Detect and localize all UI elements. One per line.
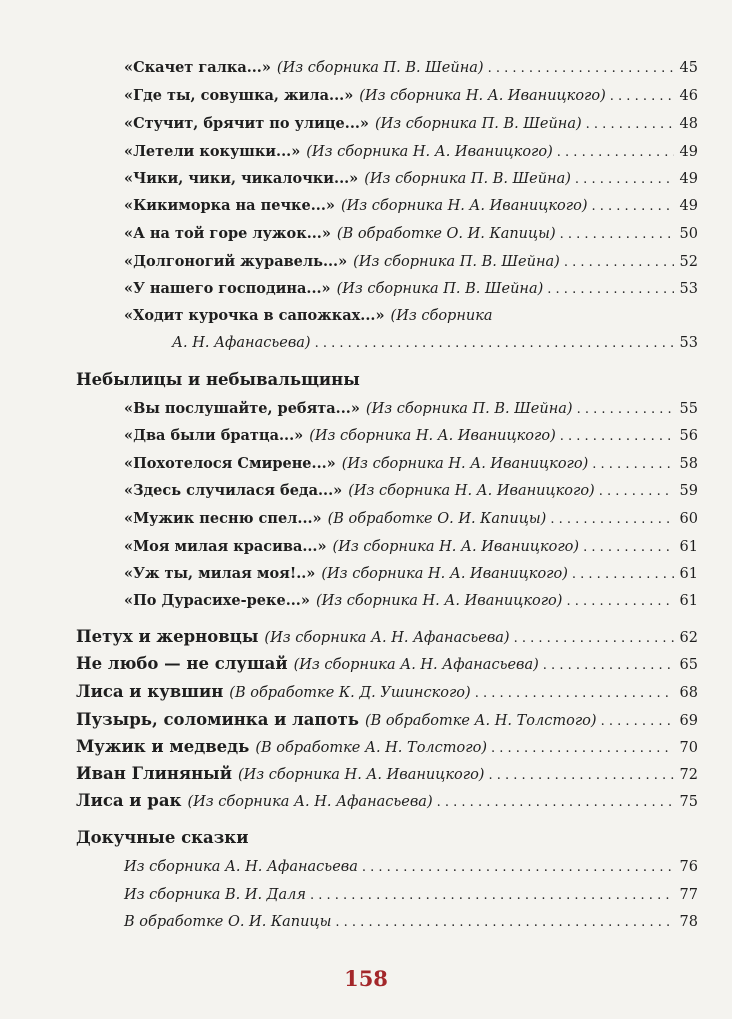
entry-page: 53 bbox=[679, 335, 698, 351]
toc-entry bbox=[124, 400, 698, 419]
entry-page: 52 bbox=[679, 254, 698, 270]
entry-source: В обработке О. И. Капицы bbox=[124, 914, 332, 930]
dot-leader bbox=[572, 566, 674, 584]
page-number: 158 bbox=[344, 966, 388, 991]
entry-source: (Из сборника А. Н. Афанасьева) bbox=[187, 794, 433, 810]
dot-leader bbox=[550, 511, 674, 529]
entry-title: «Уж ты, милая моя!..» bbox=[124, 565, 316, 582]
entry-title: Лиса и кувшин bbox=[76, 682, 224, 701]
entry-source: (В обработке А. Н. Толстого) bbox=[255, 740, 487, 756]
entry-source: (Из сборника А. Н. Афанасьева) bbox=[264, 630, 510, 646]
entry-page: 48 bbox=[679, 116, 698, 132]
entry-title: Пузырь, соломинка и лапоть bbox=[76, 710, 359, 729]
dot-leader bbox=[610, 88, 674, 106]
toc-entry-top bbox=[76, 683, 698, 703]
entry-source: (Из сборника bbox=[390, 308, 493, 324]
entry-title: Иван Глиняный bbox=[76, 764, 232, 783]
entry-title: «Похотелося Смирене...» bbox=[124, 455, 336, 472]
entry-title: «Долгоногий журавель...» bbox=[124, 253, 348, 270]
entry-source: (В обработке А. Н. Толстого) bbox=[364, 713, 597, 729]
toc-entry bbox=[124, 538, 698, 557]
toc-entry-top bbox=[76, 711, 698, 731]
dot-leader bbox=[475, 685, 674, 703]
toc-entry bbox=[124, 59, 698, 78]
entry-source: Из сборника А. Н. Афанасьева bbox=[124, 859, 358, 875]
entry-page: 45 bbox=[679, 60, 698, 76]
entry-title: «А на той горе лужок...» bbox=[124, 225, 331, 242]
entry-source: (В обработке К. Д. Ушинского) bbox=[229, 685, 471, 701]
entry-source: (Из сборника П. В. Шейна) bbox=[364, 171, 571, 187]
entry-source: (Из сборника Н. А. Иваницкого) bbox=[306, 144, 553, 160]
entry-page: 61 bbox=[679, 566, 698, 582]
dot-leader bbox=[488, 767, 674, 785]
entry-page: 69 bbox=[679, 713, 698, 729]
dot-leader bbox=[599, 483, 674, 501]
toc-entry-top bbox=[76, 792, 698, 812]
entry-title: «Моя милая красива...» bbox=[124, 538, 327, 555]
toc-entry-continuation bbox=[172, 334, 698, 353]
dot-leader bbox=[315, 335, 674, 353]
entry-source: (Из сборника Н. А. Иваницкого) bbox=[341, 456, 589, 472]
entry-page: 46 bbox=[679, 88, 698, 104]
entry-title: «Чики, чики, чикалочки...» bbox=[124, 170, 359, 187]
toc-entry bbox=[124, 87, 698, 106]
entry-source: Из сборника В. И. Даля bbox=[124, 887, 306, 903]
entry-title: «По Дурасихе-реке...» bbox=[124, 592, 310, 609]
dot-leader bbox=[547, 281, 674, 299]
dot-leader bbox=[566, 593, 674, 611]
entry-source: (Из сборника П. В. Шейна) bbox=[276, 60, 484, 76]
entry-source: (В обработке О. И. Капицы) bbox=[327, 511, 547, 527]
toc-entry bbox=[124, 197, 698, 216]
entry-page: 68 bbox=[679, 685, 698, 701]
toc-entry bbox=[124, 427, 698, 446]
entry-title: «Летели кокушки...» bbox=[124, 143, 301, 160]
dot-leader bbox=[583, 539, 674, 557]
toc-entry bbox=[124, 913, 698, 932]
dot-leader bbox=[491, 740, 674, 758]
toc-entry bbox=[124, 170, 698, 189]
dot-leader bbox=[586, 116, 674, 134]
entry-source: (Из сборника Н. А. Иваницкого) bbox=[340, 198, 588, 214]
entry-title: «Кикиморка на печке...» bbox=[124, 197, 335, 214]
entry-title: «Два были братца...» bbox=[124, 427, 304, 444]
entry-title: Мужик и медведь bbox=[76, 737, 250, 756]
dot-leader bbox=[488, 60, 674, 78]
toc-entry-multiline bbox=[124, 307, 698, 325]
entry-page: 53 bbox=[679, 281, 698, 297]
section-heading: Небылицы и небывальщины bbox=[76, 370, 360, 389]
entry-page: 60 bbox=[679, 511, 698, 527]
entry-source: (Из сборника А. Н. Афанасьева) bbox=[293, 657, 539, 673]
toc-entry bbox=[124, 565, 698, 584]
dot-leader bbox=[557, 144, 674, 162]
entry-page: 49 bbox=[679, 198, 698, 214]
entry-page: 75 bbox=[679, 794, 698, 810]
toc-entry bbox=[124, 115, 698, 134]
toc-entry bbox=[124, 858, 698, 877]
entry-page: 62 bbox=[679, 630, 698, 646]
entry-source: (Из сборника Н. А. Иваницкого) bbox=[321, 566, 568, 582]
entry-source: (Из сборника Н. А. Иваницкого) bbox=[315, 593, 563, 609]
entry-page: 59 bbox=[679, 483, 698, 499]
toc-entry bbox=[124, 510, 698, 529]
toc-entry bbox=[124, 280, 698, 299]
dot-leader bbox=[560, 428, 674, 446]
dot-leader bbox=[514, 630, 674, 648]
entry-source: (Из сборника П. В. Шейна) bbox=[374, 116, 582, 132]
entry-page: 72 bbox=[679, 767, 698, 783]
entry-title: «Стучит, брячит по улице...» bbox=[124, 115, 369, 132]
toc-entry bbox=[124, 225, 698, 244]
dot-leader bbox=[577, 401, 674, 419]
dot-leader bbox=[575, 171, 674, 189]
entry-source: (Из сборника Н. А. Иваницкого) bbox=[237, 767, 485, 783]
entry-title: Лиса и рак bbox=[76, 791, 182, 810]
entry-page: 55 bbox=[679, 401, 698, 417]
entry-page: 49 bbox=[679, 144, 698, 160]
dot-leader bbox=[601, 713, 674, 731]
entry-page: 70 bbox=[679, 740, 698, 756]
entry-title: Не любо — не слушай bbox=[76, 654, 288, 673]
entry-source: А. Н. Афанасьева) bbox=[172, 335, 311, 351]
entry-page: 78 bbox=[679, 914, 698, 930]
entry-page: 77 bbox=[679, 887, 698, 903]
entry-page: 61 bbox=[679, 539, 698, 555]
entry-source: (Из сборника П. В. Шейна) bbox=[353, 254, 560, 270]
dot-leader bbox=[543, 657, 674, 675]
toc-entry-top bbox=[76, 765, 698, 785]
dot-leader bbox=[560, 226, 674, 244]
entry-page: 49 bbox=[679, 171, 698, 187]
entry-source: (Из сборника Н. А. Иваницкого) bbox=[359, 88, 606, 104]
dot-leader bbox=[335, 914, 674, 932]
dot-leader bbox=[310, 887, 674, 905]
dot-leader bbox=[437, 794, 674, 812]
toc-entry-top bbox=[76, 655, 698, 675]
dot-leader bbox=[591, 198, 674, 216]
entry-title: Петух и жерновцы bbox=[76, 627, 259, 646]
entry-title: «Где ты, совушка, жила...» bbox=[124, 87, 354, 104]
entry-source: (Из сборника П. В. Шейна) bbox=[336, 281, 544, 297]
entry-title: «У нашего господина...» bbox=[124, 280, 331, 297]
entry-page: 58 bbox=[679, 456, 698, 472]
entry-source: (Из сборника П. В. Шейна) bbox=[365, 401, 573, 417]
toc-entry bbox=[124, 482, 698, 501]
dot-leader bbox=[362, 859, 674, 877]
entry-page: 50 bbox=[679, 226, 698, 242]
toc-entry bbox=[124, 455, 698, 474]
entry-page: 56 bbox=[679, 428, 698, 444]
entry-source: (В обработке О. И. Капицы) bbox=[336, 226, 556, 242]
entry-page: 76 bbox=[679, 859, 698, 875]
entry-title: «Здесь случилася беда...» bbox=[124, 482, 343, 499]
toc-entry bbox=[124, 143, 698, 162]
entry-title: «Вы послушайте, ребята...» bbox=[124, 400, 360, 417]
entry-title: «Мужик песню спел...» bbox=[124, 510, 322, 527]
section-heading: Докучные сказки bbox=[76, 828, 249, 847]
toc-entry bbox=[124, 592, 698, 611]
toc-entry-top bbox=[76, 738, 698, 758]
entry-title: «Скачет галка...» bbox=[124, 59, 271, 76]
toc-entry bbox=[124, 886, 698, 905]
entry-page: 65 bbox=[679, 657, 698, 673]
entry-source: (Из сборника Н. А. Иваницкого) bbox=[309, 428, 556, 444]
dot-leader bbox=[564, 254, 674, 272]
entry-page: 61 bbox=[679, 593, 698, 609]
dot-leader bbox=[592, 456, 674, 474]
toc-entry-top bbox=[76, 628, 698, 648]
entry-source: (Из сборника Н. А. Иваницкого) bbox=[348, 483, 595, 499]
toc-entry bbox=[124, 253, 698, 272]
entry-title: «Ходит курочка в сапожках...» bbox=[124, 307, 385, 324]
entry-source: (Из сборника Н. А. Иваницкого) bbox=[332, 539, 580, 555]
